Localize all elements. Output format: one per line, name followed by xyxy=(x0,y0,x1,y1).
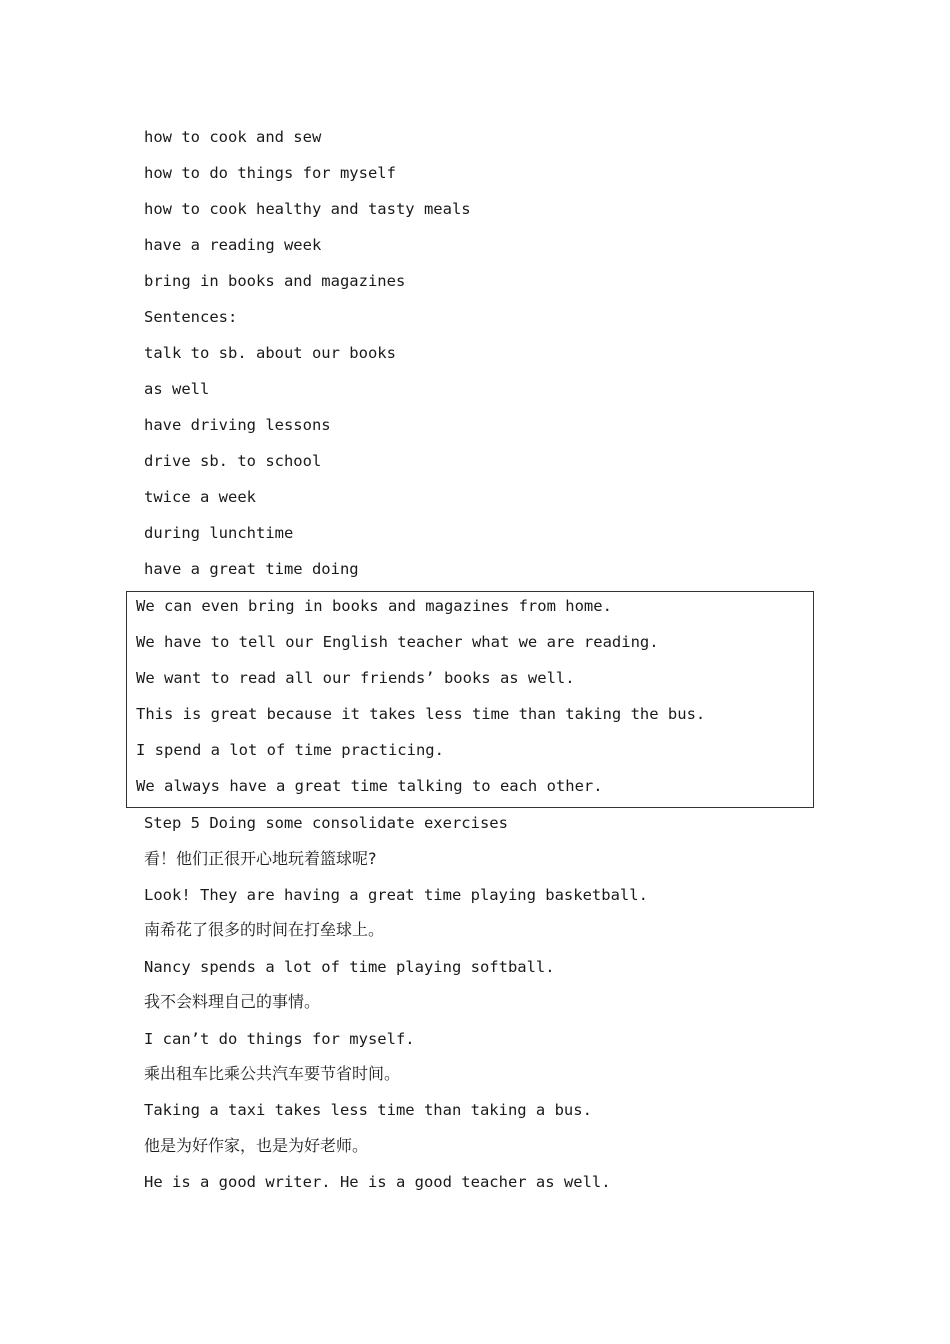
exercise-english: Look! They are having a great time playing basketball. xyxy=(144,886,648,904)
phrase-line: as well xyxy=(144,380,210,398)
phrase-line: drive sb. to school xyxy=(144,452,322,470)
exercise-chinese: 我不会料理自己的事情。 xyxy=(144,992,321,1011)
box-sentence: We always have a great time talking to each other. xyxy=(136,777,603,795)
phrase-line: how to cook healthy and tasty meals xyxy=(144,200,471,218)
phrase-line: bring in books and magazines xyxy=(144,272,406,290)
exercise-english: Nancy spends a lot of time playing softball. xyxy=(144,958,555,976)
box-sentence: This is great because it takes less time than taking the bus. xyxy=(136,705,706,723)
exercise-chinese: 看！他们正很开心地玩着篮球呢? xyxy=(144,849,377,868)
box-sentence: We can even bring in books and magazines from home. xyxy=(136,597,612,615)
phrase-line: have a great time doing xyxy=(144,560,359,578)
box-sentence: We want to read all our friends’ books as well. xyxy=(136,669,575,687)
exercise-chinese: 乘出租车比乘公共汽车要节省时间。 xyxy=(144,1064,401,1083)
box-sentence: We have to tell our English teacher what we are reading. xyxy=(136,633,659,651)
sentences-box xyxy=(126,591,814,808)
phrase-line: how to cook and sew xyxy=(144,128,322,146)
phrase-line: have a reading week xyxy=(144,236,322,254)
exercise-chinese: 南希花了很多的时间在打垒球上。 xyxy=(144,920,385,939)
box-sentence: I spend a lot of time practicing. xyxy=(136,741,444,759)
phrase-line: during lunchtime xyxy=(144,524,294,542)
step5-heading: Step 5 Doing some consolidate exercises xyxy=(144,814,508,832)
exercise-chinese: 他是为好作家，也是为好老师。 xyxy=(144,1136,369,1155)
exercise-english: Taking a taxi takes less time than taking a bus. xyxy=(144,1101,592,1119)
exercise-english: I can’t do things for myself. xyxy=(144,1030,415,1048)
phrase-line: have driving lessons xyxy=(144,416,331,434)
phrase-line: how to do things for myself xyxy=(144,164,396,182)
phrase-line: talk to sb. about our books xyxy=(144,344,396,362)
sentences-heading: Sentences: xyxy=(144,308,238,326)
phrase-line: twice a week xyxy=(144,488,256,506)
exercise-english: He is a good writer. He is a good teacher as well. xyxy=(144,1173,611,1191)
